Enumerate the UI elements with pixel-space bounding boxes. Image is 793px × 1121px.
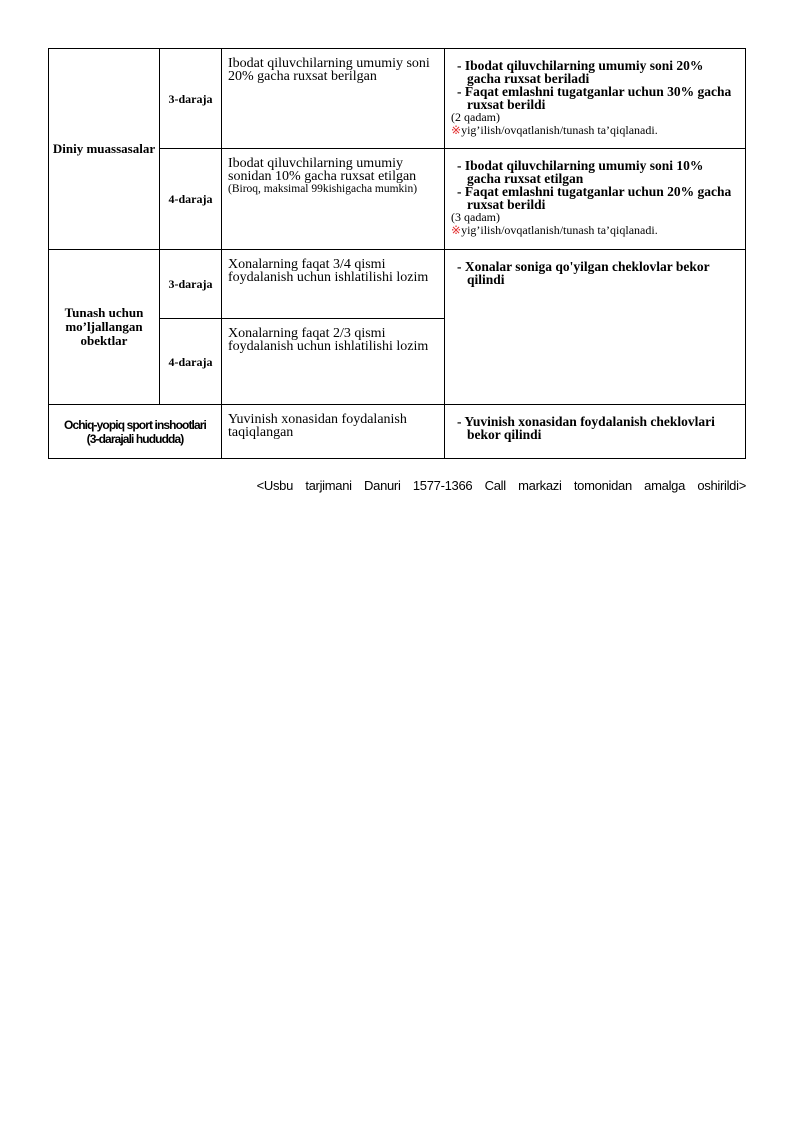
warning-text: yig’ilish/ovqatlanish/tunash ta’qiqlanadi. (461, 123, 658, 137)
level-label: 3-daraja (160, 49, 222, 149)
after-cell (445, 49, 746, 149)
warning-note (451, 224, 739, 237)
after-line: - Ibodat qiluvchilarning umumiy soni 10% gacha ruxsat etilgan (457, 158, 704, 186)
category-sport (49, 405, 222, 459)
table-row (49, 49, 746, 149)
before-cell (222, 49, 445, 149)
reference-mark-icon: ※ (451, 123, 462, 137)
category-sport-line1: Ochiq-yopiq sport inshootlari (64, 417, 206, 432)
before-cell (222, 149, 445, 250)
after-line: - Ibodat qiluvchilarning umumiy soni 20% gacha ruxsat beriladi (457, 58, 704, 86)
category-tunash: Tunash uchun mo’ljallangan obektlar (49, 250, 160, 405)
after-line: - Faqat emlashni tugatganlar uchun 20% gacha ruxsat berildi (457, 184, 732, 212)
after-line: - Faqat emlashni tugatganlar uchun 30% gacha ruxsat berildi (457, 84, 732, 112)
before-text: Yuvinish xonasidan foydalanish taqiqlangan (228, 412, 407, 440)
table-row (49, 405, 746, 459)
after-cell (445, 149, 746, 250)
before-text: Xonalarning faqat 2/3 qismi foydalanish uchun ishlatilishi lozim (228, 326, 429, 354)
before-text: Xonalarning faqat 3/4 qismi foydalanish uchun ishlatilishi lozim (228, 257, 429, 285)
after-cell (445, 250, 746, 405)
after-line: - Xonalar soniga qo'yilgan cheklovlar bekor qilindi (457, 259, 710, 287)
before-text: Ibodat qiluvchilarning umumiy sonidan 10% gacha ruxsat etilgan (228, 156, 417, 184)
table-row (49, 250, 746, 319)
before-text: Ibodat qiluvchilarning umumiy soni 20% gacha ruxsat berilgan (228, 56, 430, 84)
translation-credit: <Usbu tarjimani Danuri 1577-1366 Call markazi tomonidan amalga oshirildi> (256, 478, 746, 493)
reference-mark-icon: ※ (451, 223, 462, 237)
before-cell (222, 250, 445, 319)
warning-note (451, 124, 739, 137)
before-cell (222, 405, 445, 459)
after-line: - Yuvinish xonasidan foydalanish cheklovlari bekor qilindi (457, 414, 715, 442)
before-note: (Biroq, maksimal 99kishigacha mumkin) (228, 183, 418, 195)
warning-text: yig’ilish/ovqatlanish/tunash ta’qiqlanadi. (461, 223, 658, 237)
restrictions-table (48, 48, 746, 459)
level-label: 4-daraja (160, 149, 222, 250)
level-label: 4-daraja (160, 319, 222, 405)
before-cell (222, 319, 445, 405)
category-sport-line2: (3-darajali hududda) (86, 431, 184, 446)
category-diniy: Diniy muassasalar (49, 49, 160, 250)
step-note: (2 qadam) (451, 110, 500, 124)
after-cell (445, 405, 746, 459)
level-label: 3-daraja (160, 250, 222, 319)
step-note: (3 qadam) (451, 210, 500, 224)
